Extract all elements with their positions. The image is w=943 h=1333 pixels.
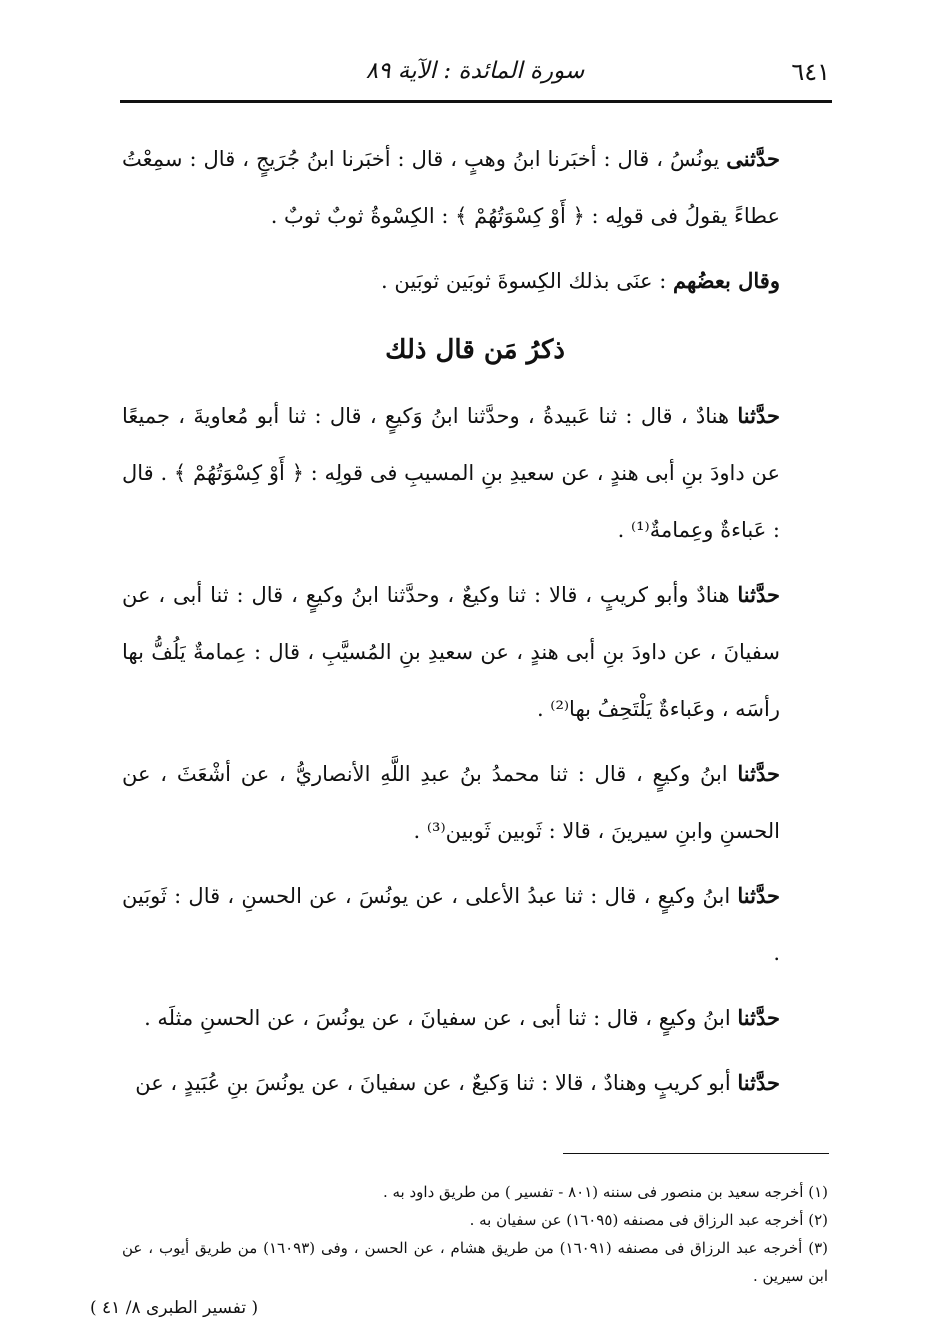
footnote: (٢) أخرجه عبد الرزاق فى مصنفه (١٦٠٩٥) عن سفيان به . [469,1211,828,1229]
section-heading: ذكرُ مَن قال ذلك [385,335,565,365]
paragraph-lead: حدَّثنا [737,761,780,786]
running-title: سورة المائدة : الآية ٨٩ [365,58,585,84]
paragraph-lead: حدَّثنى [726,146,780,171]
page-number: ٦٤١ [791,58,830,86]
footnote-rule [563,1153,829,1154]
paragraph-lead: حدَّثنا [737,1070,780,1095]
paragraph-text: : عنَى بذلك الكِسوةَ ثوبَين ثوبَين . [381,269,673,293]
paragraph [122,130,828,245]
footnote: (١) أخرجه سعيد بن منصور فى سننه (٨٠١ - تفسير ) من طريق داود به . [382,1183,828,1201]
paragraph [122,252,828,310]
paragraph [122,867,828,982]
paragraph-text: هنادٌ وأبو كريبٍ ، قالا : ثنا وكيعٌ ، وحدَّثنا ابنُ وكيعٍ ، قال : ثنا أبى ، عن سفيانَ ، عن داودَ بنِ أبى هندٍ ، عن سعيدِ بنِ المُسيَّبِ ، قال : عِمامةٌ يَلُفُّ بها رأسَه ، وعَباءةٌ يَلْتَحِفُ بها⁽²⁾ . [122,583,780,721]
paragraph [122,745,828,860]
paragraph-text: يونُسُ ، قال : أخبَرنا ابنُ وهبٍ ، قال : أخبَرنا ابنُ جُرَيجٍ ، قال : سمِعْتُ عطاءً يقولُ فى قولِه : ﴿ أَوْ كِسْوَتُهُمْ ﴾ : الكِسْوةُ ثوبٌ ثوبٌ . [122,147,780,228]
paragraph-lead: حدَّثنا [737,582,780,607]
paragraph-text: ابنُ وكيعٍ ، قال : ثنا عبدُ الأعلى ، عن يونُسَ ، عن الحسنِ ، قال : ثَوبَين . [122,884,780,965]
main-text [122,130,828,1119]
header-rule [120,100,832,103]
paragraph-lead: حدَّثنا [737,1005,780,1030]
paragraph-text: أبو كريبٍ وهنادٌ ، قالا : ثنا وَكيعٌ ، عن سفيانَ ، عن يونُسَ بنِ عُبَيدٍ ، عن [135,1071,738,1095]
page-header [120,58,830,92]
paragraph-lead: حدَّثنا [737,403,780,428]
paragraph-lead: وقال بعضُهم [673,268,780,293]
paragraph [122,387,828,559]
paragraph [122,566,828,738]
signature-mark: ( تفسير الطبرى ٨/ ٤١ ) [90,1298,259,1318]
paragraph [122,989,828,1047]
footnotes [122,1178,828,1290]
paragraph-text: ابنُ وكيعٍ ، قال : ثنا أبى ، عن سفيانَ ، عن يونُسَ ، عن الحسنِ مثلَه . [144,1006,738,1030]
paragraph-lead: حدَّثنا [737,883,780,908]
footnote: (٣) أخرجه عبد الرزاق فى مصنفه (١٦٠٩١) من طريق هشام ، عن الحسن ، وفى (١٦٠٩٣) من طريق أيوب ، عن ابن سيرين . [122,1239,828,1285]
paragraph-text: ابنُ وكيعٍ ، قال : ثنا محمدُ بنُ عبدِ اللَّهِ الأنصاريُّ ، عن أشْعَثَ ، عن الحسنِ وابنِ سيرينَ ، قالا : ثَوبين ثَوبين⁽³⁾ . [122,762,780,843]
paragraph-text: هنادٌ ، قال : ثنا عَبيدةُ ، وحدَّثنا ابنُ وَكيعٍ ، قال : ثنا أبو مُعاويةَ ، جميعًا عن داودَ بنِ أبى هندٍ ، عن سعيدِ بنِ المسيبِ فى قولِه : ﴿ أَوْ كِسْوَتُهُمْ ﴾ . قال : عَباءةٌ وعِمامةٌ⁽¹⁾ . [122,404,780,542]
paragraph [122,1054,828,1112]
